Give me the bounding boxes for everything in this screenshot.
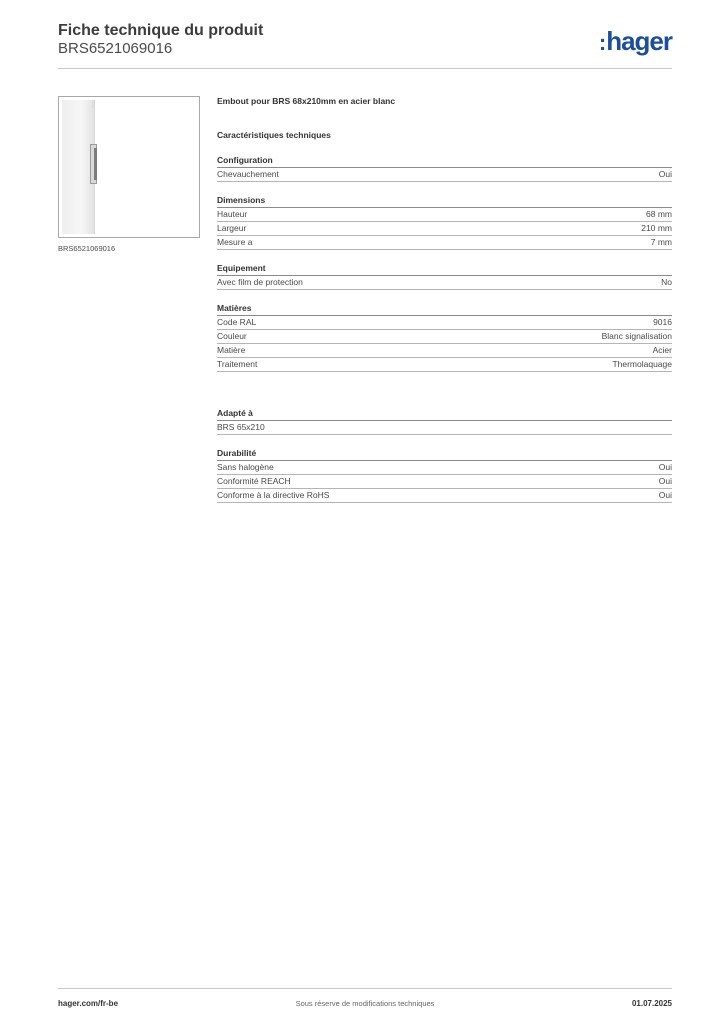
spec-row [217, 316, 672, 330]
spec-label: Largeur [217, 223, 247, 233]
spec-value: Oui [658, 462, 672, 472]
footer-disclaimer: Sous réserve de modifications techniques [295, 999, 435, 1008]
spec-row [217, 330, 672, 344]
section-title: Equipement [217, 263, 672, 276]
page-footer [58, 988, 672, 1013]
spec-label: Mesure a [217, 237, 253, 247]
spec-value: No [661, 277, 672, 287]
spec-value: 210 mm [641, 223, 672, 233]
spec-label: Code RAL [217, 317, 257, 327]
spec-label: Traitement [217, 359, 258, 369]
logo-dots: : [598, 30, 606, 55]
spec-label: Conformité REACH [217, 476, 291, 486]
page-header [58, 22, 672, 69]
spec-value: 68 mm [646, 209, 672, 219]
spec-value: 7 mm [650, 237, 672, 247]
spec-value: Thermolaquage [612, 359, 672, 369]
website-link[interactable]: hager.com/fr-be [58, 999, 119, 1008]
product-reference: BRS6521069016 [58, 40, 173, 57]
spec-value: Oui [658, 476, 672, 486]
section-adapte [217, 408, 672, 435]
spec-row [217, 276, 672, 290]
section-title: Durabilité [217, 448, 672, 461]
spec-row [217, 344, 672, 358]
section-title: Configuration [217, 155, 672, 168]
section-title: Dimensions [217, 195, 672, 208]
section-title: Adapté à [217, 408, 672, 421]
spec-content [217, 96, 672, 503]
footer-date: 01.07.2025 [631, 999, 672, 1008]
spec-row [217, 236, 672, 250]
spec-row [217, 489, 672, 503]
section-title: Matières [217, 303, 672, 316]
logo-text: hager [606, 26, 672, 56]
section-configuration [217, 155, 672, 182]
section-equipement [217, 263, 672, 290]
spec-label: Chevauchement [217, 169, 279, 179]
spec-value: Oui [658, 169, 672, 179]
spec-row [217, 461, 672, 475]
spec-label: BRS 65x210 [217, 422, 265, 432]
spec-label: Couleur [217, 331, 247, 341]
spec-label: Avec film de protection [217, 277, 303, 287]
spec-row [217, 208, 672, 222]
spec-value: Acier [652, 345, 672, 355]
clip-bar [94, 148, 97, 180]
section-dimensions [217, 195, 672, 250]
spec-row [217, 358, 672, 372]
spec-row [217, 168, 672, 182]
spec-value: 9016 [653, 317, 672, 327]
product-image [58, 96, 200, 238]
spec-value: Oui [658, 490, 672, 500]
spec-row [217, 475, 672, 489]
spec-label: Hauteur [217, 209, 248, 219]
spec-label: Conforme à la directive RoHS [217, 490, 330, 500]
section-durabilite [217, 448, 672, 503]
page-title: Fiche technique du produit [58, 22, 264, 39]
spec-heading: Caractéristiques techniques [217, 130, 331, 140]
spec-label: Matière [217, 345, 246, 355]
spec-row [217, 421, 672, 435]
image-caption: BRS6521069016 [58, 244, 116, 253]
hager-logo [599, 26, 672, 57]
panel-edge [92, 100, 94, 108]
spec-value: Blanc signalisation [601, 331, 672, 341]
spec-row [217, 222, 672, 236]
section-matieres [217, 303, 672, 372]
spec-label: Sans halogène [217, 462, 274, 472]
product-title: Embout pour BRS 68x210mm en acier blanc [217, 96, 396, 106]
